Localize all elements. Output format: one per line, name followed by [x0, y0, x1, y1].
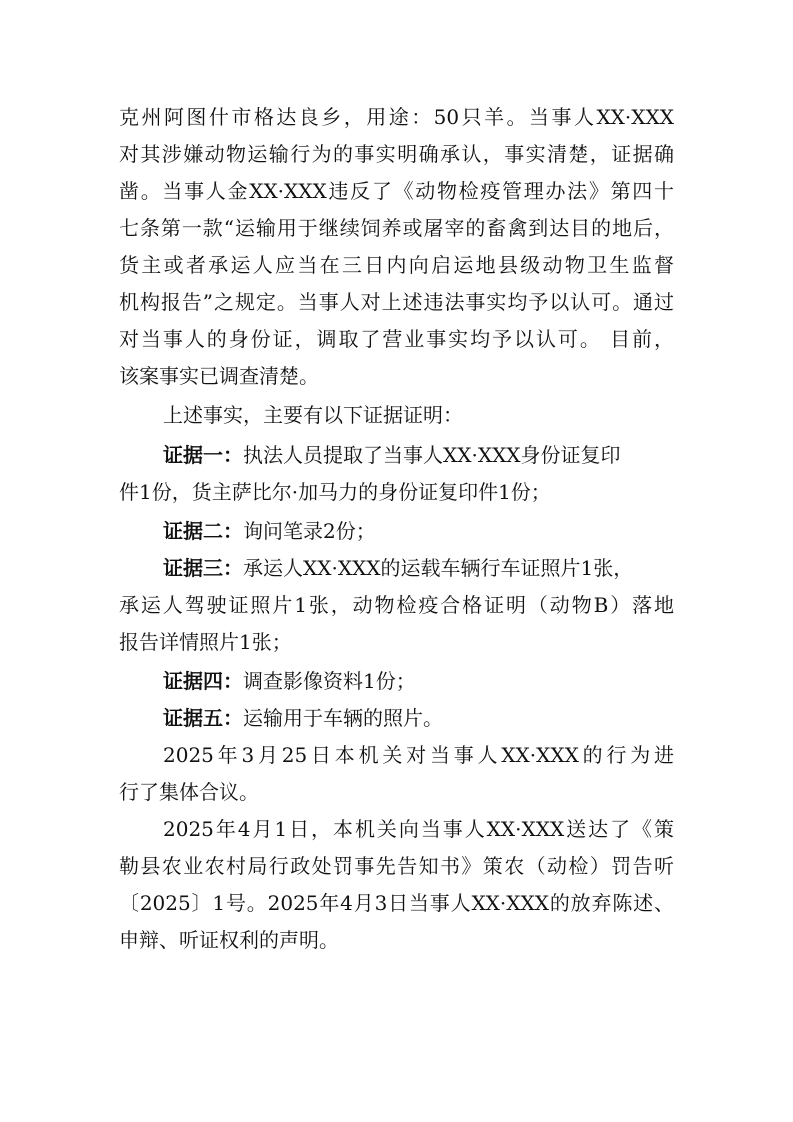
body-text-line: 七条第一款“运输用于继续饲养或屠宰的畜禽到达目的地后， [119, 216, 674, 240]
evidence-item [163, 550, 793, 587]
evidence-item [163, 437, 793, 474]
body-text-line: 〔2025〕1号。2025年4月3日当事人XX·XXX的放弃陈述、 [119, 891, 674, 915]
evidence-label: 证据一： [163, 443, 243, 467]
evidence-continuation: 件1份，货主萨比尔·加马力的身份证复印件1份； [119, 480, 551, 504]
body-text-line: 机构报告”之规定。当事人对上述违法事实均予以认可。通过 [119, 290, 674, 314]
body-text-line: 行了集体合议。 [119, 780, 259, 804]
evidence-label: 证据三： [163, 556, 243, 580]
evidence-text: 运输用于车辆的照片。 [243, 706, 443, 730]
evidence-label: 证据四： [163, 669, 243, 693]
evidence-text: 承运人XX·XXX的运载车辆行车证照片1张， [243, 556, 634, 580]
evidence-text: 询问笔录2份； [243, 519, 376, 543]
evidence-item [163, 663, 793, 700]
evidence-item [163, 700, 793, 737]
evidence-item [163, 513, 793, 550]
body-text-line: 货主或者承运人应当在三日内向启运地县级动物卫生监督 [119, 253, 674, 277]
evidence-intro: 上述事实，主要有以下证据证明： [163, 403, 463, 427]
body-text-line: 2025年3月25日本机关对当事人XX·XXX的行为进 [163, 743, 674, 767]
body-text-line: 克州阿图什市格达良乡，用途：50只羊。当事人XX·XXX [119, 105, 674, 129]
body-text-line: 对当事人的身份证，调取了营业事实均予以认可。 目前， [119, 327, 674, 351]
body-text-line: 对其涉嫌动物运输行为的事实明确承认，事实清楚，证据确 [119, 142, 674, 166]
body-text-line: 申辩、听证权利的声明。 [119, 928, 339, 952]
body-text-line: 凿。当事人金XX·XXX违反了《动物检疫管理办法》第四十 [119, 179, 674, 203]
evidence-text: 调查影像资料1份； [243, 669, 416, 693]
evidence-label: 证据五： [163, 706, 243, 730]
evidence-label: 证据二： [163, 519, 243, 543]
evidence-text: 执法人员提取了当事人XX·XXX身份证复印 [243, 443, 621, 467]
evidence-continuation: 报告详情照片1张； [119, 630, 292, 654]
body-text-line: 勒县农业农村局行政处罚事先告知书》策农（动检）罚告听 [119, 854, 674, 878]
body-text-line: 2025年4月1日，本机关向当事人XX·XXX送达了《策 [163, 817, 674, 841]
evidence-continuation: 承运人驾驶证照片1张，动物检疫合格证明（动物B）落地 [119, 593, 674, 617]
body-text-line: 该案事实已调查清楚。 [119, 364, 319, 388]
